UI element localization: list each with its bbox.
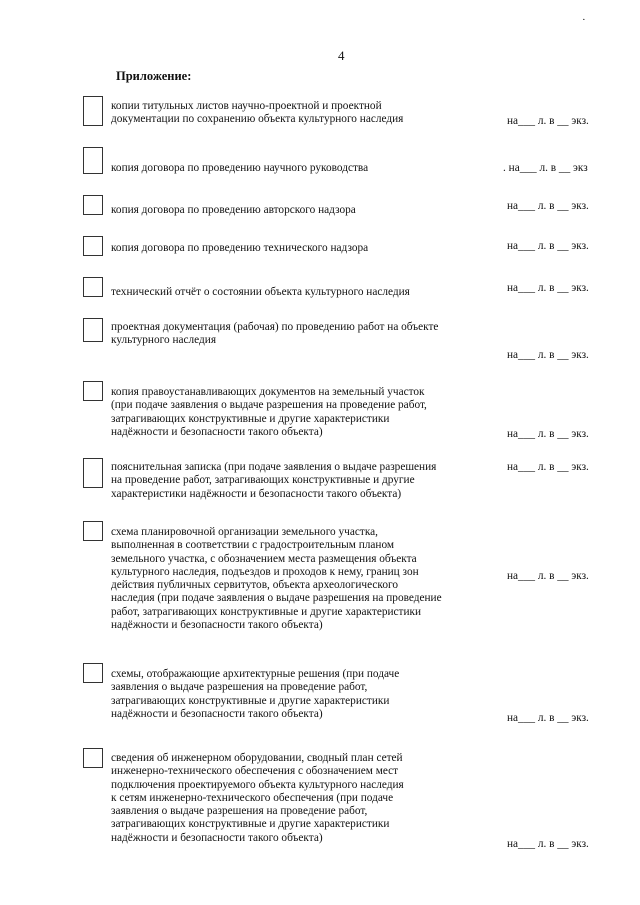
- page-number: 4: [338, 48, 345, 63]
- item-text: копия правоустанавливающих документов на земельный участок (при подаче заявления о выдаче разрешения на проведение работ, затрагивающих конструктивные и другие характеристики надёжности и безопасности такого объекта): [111, 386, 427, 438]
- item-count: на___ л. в __ экз.: [507, 712, 589, 724]
- item-checkbox[interactable]: [83, 748, 103, 768]
- item-text: технический отчёт о состоянии объекта культурного наследия: [111, 286, 410, 298]
- item-count: на___ л. в __ экз.: [507, 428, 589, 440]
- item-count: на___ л. в __ экз.: [507, 200, 589, 212]
- item-checkbox[interactable]: [83, 195, 103, 215]
- item-count: на___ л. в __ экз.: [507, 115, 589, 127]
- item-count: на___ л. в __ экз.: [507, 240, 589, 252]
- item-text: сведения об инженерном оборудовании, сводный план сетей инженерно-технического обеспечения с обозначением мест подключения проектируемого объекта культурного наследия к сетям инженерно-технического обеспечения (при подаче заявления о выдаче разрешения на проведение работ, затрагивающих конструктивные и другие характеристики надёжности и безопасности такого объекта): [111, 752, 404, 844]
- item-count: . на___ л. в __ экз: [503, 162, 588, 174]
- item-checkbox[interactable]: [83, 277, 103, 297]
- item-count: на___ л. в __ экз.: [507, 570, 589, 582]
- item-count: на___ л. в __ экз.: [507, 282, 589, 294]
- item-checkbox[interactable]: [83, 381, 103, 401]
- item-count: на___ л. в __ экз.: [507, 461, 589, 473]
- item-text: проектная документация (рабочая) по проведению работ на объекте культурного наследия: [111, 321, 439, 347]
- item-checkbox[interactable]: [83, 521, 103, 541]
- item-text: копия договора по проведению технического надзора: [111, 242, 369, 254]
- item-checkbox[interactable]: [83, 236, 103, 256]
- item-count: на___ л. в __ экз.: [507, 838, 589, 850]
- item-checkbox[interactable]: [83, 458, 103, 488]
- item-text: копия договора по проведению авторского надзора: [111, 204, 356, 216]
- item-count: на___ л. в __ экз.: [507, 349, 589, 361]
- corner-mark: ·: [582, 14, 586, 26]
- item-text: пояснительная записка (при подаче заявления о выдаче разрешения на проведение работ, затрагивающих конструктивные и другие характеристики надёжности и безопасности такого объекта): [111, 461, 437, 500]
- item-checkbox[interactable]: [83, 147, 103, 174]
- item-checkbox[interactable]: [83, 318, 103, 342]
- item-text: схема планировочной организации земельного участка, выполненная в соответствии с градостроительным планом земельного участка, с обозначением места размещения объекта культурного наследия, подъездов и проходов к нему, границ зон действия публичных сервитутов, объекта археологического наследия (при подаче заявления о выдаче разрешения на проведение работ, затрагивающих конструктивные и другие характеристики надёжности и безопасности такого объекта): [111, 526, 442, 632]
- attachments-heading: Приложение:: [116, 69, 192, 83]
- item-checkbox[interactable]: [83, 663, 103, 683]
- item-checkbox[interactable]: [83, 96, 103, 126]
- item-text: копия договора по проведению научного руководства: [111, 162, 369, 174]
- item-text: схемы, отображающие архитектурные решения (при подаче заявления о выдаче разрешения на проведение работ, затрагивающих конструктивные и другие характеристики надёжности и безопасности такого объекта): [111, 668, 400, 720]
- item-text: копии титульных листов научно-проектной и проектной документации по сохранению объекта культурного наследия: [111, 100, 404, 126]
